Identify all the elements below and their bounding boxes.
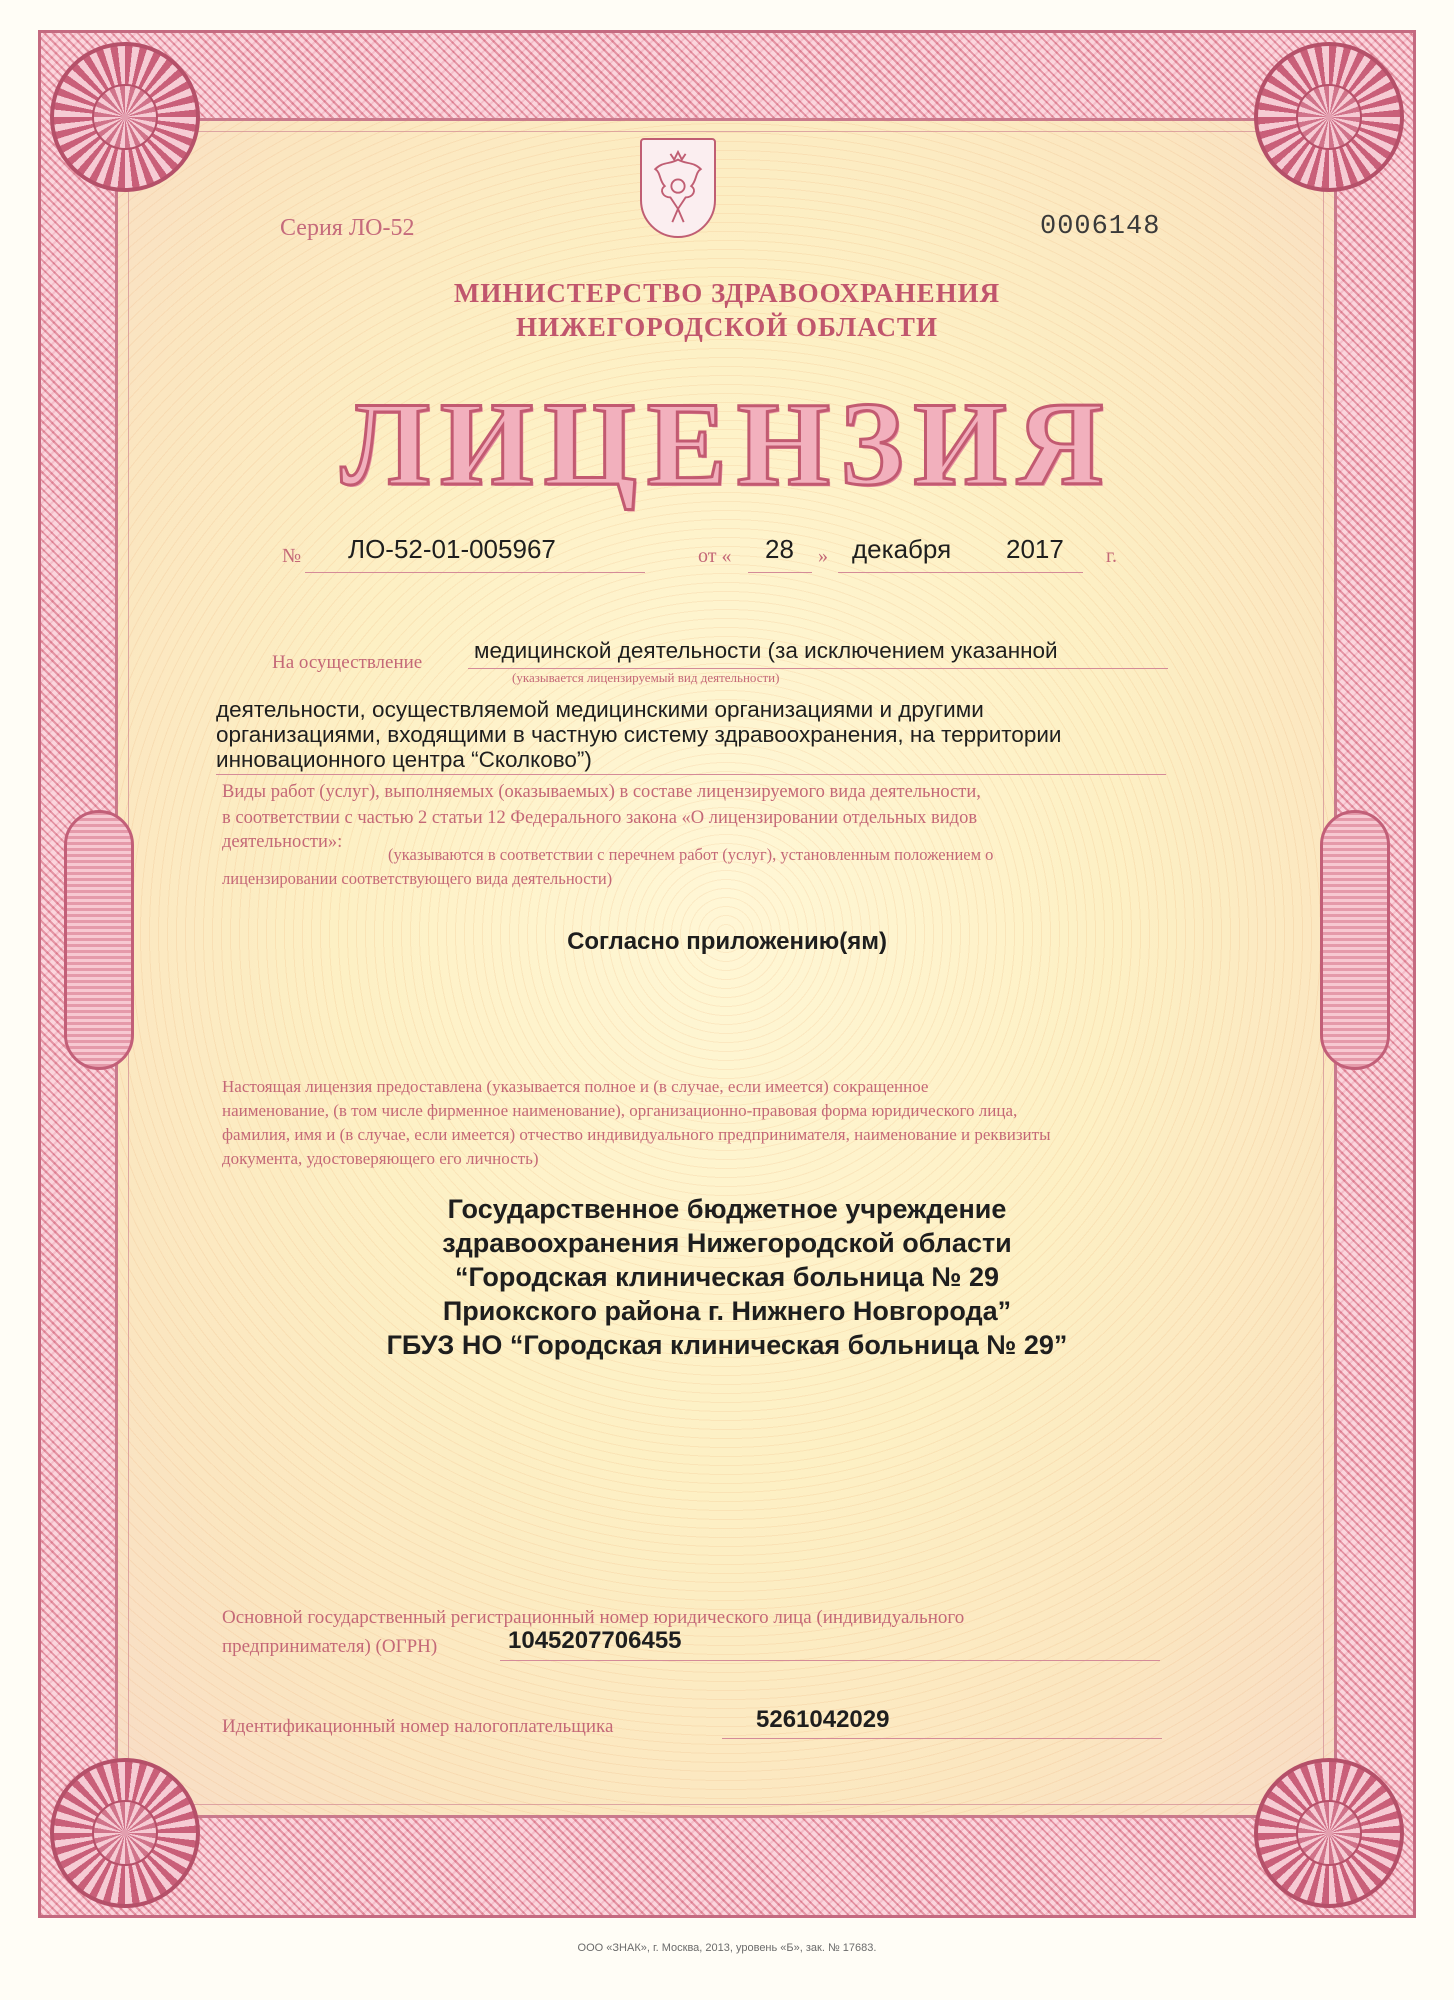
works-value: Согласно приложению(ям)	[567, 928, 887, 955]
corner-rosette-top-left	[50, 42, 200, 192]
printer-imprint: ООО «ЗНАК», г. Москва, 2013, уровень «Б», зак. № 17683.	[577, 1942, 877, 1954]
works-label-line1: Виды работ (услуг), выполняемых (оказываемых) в составе лицензируемого вида деятельности,	[222, 782, 981, 802]
year-suffix: г.	[1106, 545, 1117, 567]
activity-line2: деятельности, осуществляемой медицинскими организациями и другими	[216, 697, 984, 722]
month-year-underline	[838, 572, 1083, 573]
issuing-authority-line1: МИНИСТЕРСТВО ЗДРАВООХРАНЕНИЯ	[453, 278, 1001, 308]
licensee-para-line4: документа, удостоверяющего его личность)	[222, 1149, 539, 1168]
corner-rosette-bottom-right	[1254, 1758, 1404, 1908]
corner-rosette-top-right	[1254, 42, 1404, 192]
works-label-line3: деятельности»:	[222, 832, 343, 852]
number-underline	[305, 572, 645, 573]
licensee-name-line1: Государственное бюджетное учреждение	[447, 1194, 1007, 1224]
license-year: 2017	[1006, 534, 1064, 564]
licensee-name-line4: Приокского района г. Нижнего Новгорода”	[442, 1296, 1012, 1326]
licensee-para-line3: фамилия, имя и (в случае, если имеется) отчество индивидуального предпринимателя, наименование и реквизиты	[222, 1125, 1051, 1144]
licensee-para-line1: Настоящая лицензия предоставлена (указывается полное и (в случае, если имеется) сокращенное	[222, 1077, 929, 1096]
inn-label: Идентификационный номер налогоплательщика	[222, 1716, 614, 1737]
activity-end-underline	[216, 774, 1166, 775]
blank-number: 0006148	[1040, 212, 1161, 242]
activity-caption: (указывается лицензируемый вид деятельности)	[512, 670, 780, 685]
license-number: ЛО-52-01-005967	[348, 534, 556, 564]
ogrn-underline	[500, 1660, 1160, 1661]
license-day: 28	[765, 534, 794, 564]
activity-line4: инновационного центра “Сколково”)	[216, 747, 592, 772]
activity-underline	[468, 668, 1168, 669]
licensee-name-line2: здравоохранения Нижегородской области	[442, 1228, 1012, 1258]
coat-of-arms-icon	[640, 138, 716, 238]
license-month: декабря	[852, 534, 952, 564]
works-caption-line2: лицензировании соответствующего вида деятельности)	[222, 869, 613, 888]
inn-value: 5261042029	[756, 1706, 890, 1733]
date-day-close: »	[818, 545, 828, 567]
series-label: Серия ЛО-52	[280, 215, 415, 241]
licensee-para-line2: наименование, (в том числе фирменное наименование), организационно-правовая форма юридического лица,	[222, 1101, 1018, 1120]
date-from-label: от «	[698, 545, 732, 567]
ogrn-value: 1045207706455	[508, 1627, 682, 1654]
activity-label: На осуществление	[272, 652, 423, 673]
document-field	[115, 118, 1337, 1818]
ogrn-label-line1: Основной государственный регистрационный номер юридического лица (индивидуального	[222, 1607, 965, 1628]
document-title: ЛИЦЕНЗИЯ	[340, 377, 1114, 510]
issuing-authority-line2: НИЖЕГОРОДСКОЙ ОБЛАСТИ	[516, 312, 938, 342]
licensee-name-line5: ГБУЗ НО “Городская клиническая больница № 29”	[386, 1330, 1068, 1360]
corner-rosette-bottom-left	[50, 1758, 200, 1908]
inn-underline	[722, 1738, 1162, 1739]
activity-line3: организациями, входящими в частную систему здравоохранения, на территории	[216, 722, 1062, 747]
works-caption-line1: (указываются в соответствии с перечнем работ (услуг), установленным положением о	[388, 845, 994, 864]
number-sign: №	[282, 545, 302, 567]
licensee-name-line3: “Городская клиническая больница № 29	[454, 1262, 1000, 1292]
day-underline	[748, 572, 812, 573]
activity-line1: медицинской деятельности (за исключением указанной	[474, 638, 1058, 663]
ogrn-label-line2: предпринимателя) (ОГРН)	[222, 1636, 438, 1657]
works-label-line2: в соответствии с частью 2 статьи 12 Федерального закона «О лицензировании отдельных видов	[222, 808, 978, 828]
